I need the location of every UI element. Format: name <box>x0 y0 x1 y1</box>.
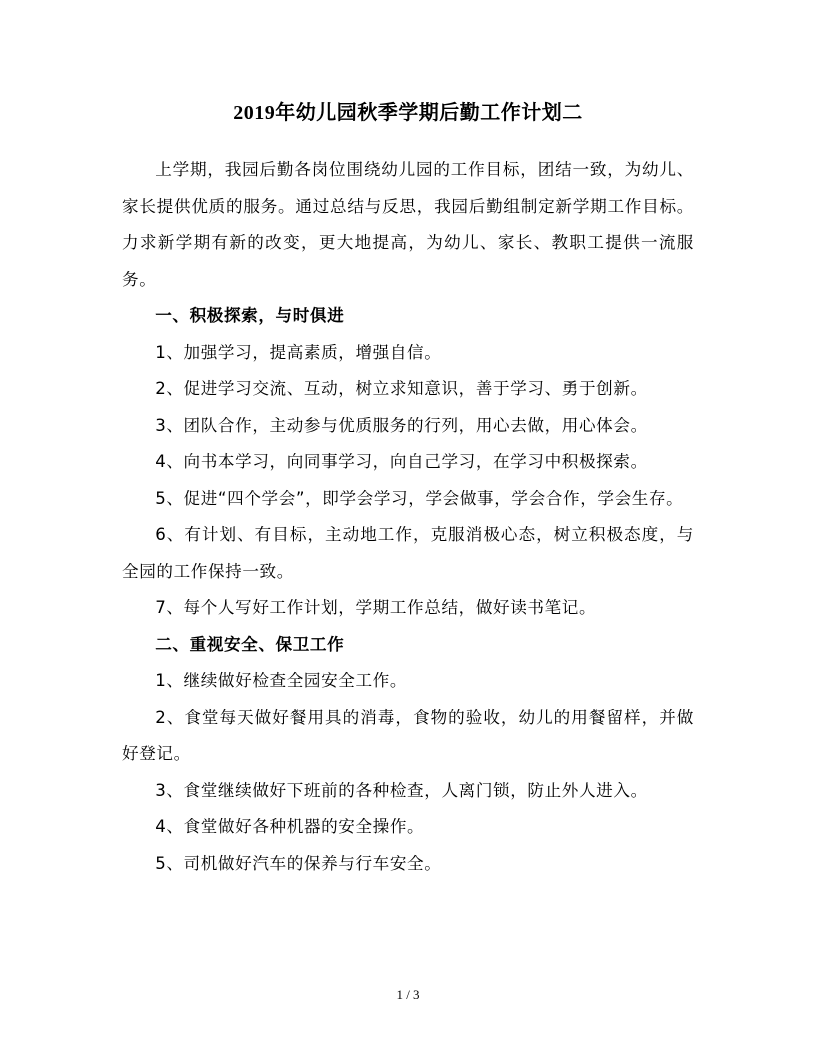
list-item: 3、团队合作，主动参与优质服务的行列，用心去做，用心体会。 <box>155 415 648 435</box>
list-item: 7、每个人写好工作计划，学期工作总结，做好读书笔记。 <box>155 598 597 617</box>
list-item: 5、促进“四个学会”，即学会学习，学会做事，学会合作，学会生存。 <box>155 488 684 508</box>
page-number: 1 / 3 <box>396 987 420 1002</box>
document-body <box>122 152 694 882</box>
list-item: 4、向书本学习，向同事学习，向自己学习，在学习中积极探索。 <box>155 452 648 471</box>
section-heading-1: 一、积极探索，与时俱进 <box>155 306 345 325</box>
paragraph-intro: 上学期，我园后勤各岗位围绕幼儿园的工作目标，团结一致，为幼儿、家长提供优质的服务。通过总结与反思，我园后勤组制定新学期工作目标。力求新学期有新的改变，更大地提高，为幼儿、家长、教职工提供一流服务。 <box>122 160 694 289</box>
list-item: 1、继续做好检查全园安全工作。 <box>155 671 408 690</box>
list-item: 6、有计划、有目标，主动地工作，克服消极心态，树立积极态度，与全园的工作保持一致。 <box>122 525 694 581</box>
list-item: 2、促进学习交流、互动，树立求知意识，善于学习、勇于创新。 <box>155 379 648 398</box>
list-item: 5、司机做好汽车的保养与行车安全。 <box>155 853 442 873</box>
list-item: 3、食堂继续做好下班前的各种检查，人离门锁，防止外人进入。 <box>155 780 648 800</box>
list-item: 4、食堂做好各种机器的安全操作。 <box>155 817 425 836</box>
document-title: 2019年幼儿园秋季学期后勤工作计划二 <box>233 102 583 124</box>
list-item: 1、加强学习，提高素质，增强自信。 <box>155 342 442 362</box>
section-heading-2: 二、重视安全、保卫工作 <box>155 634 345 654</box>
list-item: 2、食堂每天做好餐用具的消毒，食物的验收，幼儿的用餐留样，并做好登记。 <box>122 707 694 763</box>
